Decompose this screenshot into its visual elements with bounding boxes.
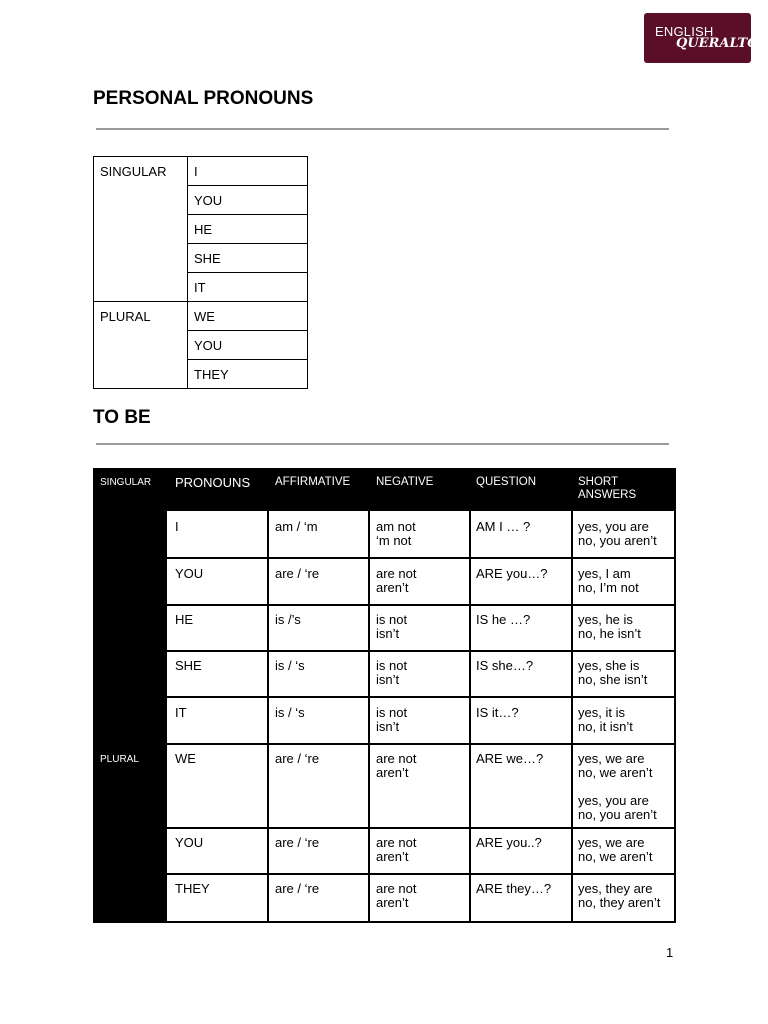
side-label-plural: PLURAL bbox=[100, 754, 139, 765]
pronoun-cell: YOU bbox=[188, 331, 308, 360]
grid-line bbox=[167, 827, 676, 829]
question-cell: ARE we…? bbox=[476, 751, 544, 766]
logo-line-2: QUERALTÓ bbox=[676, 36, 759, 51]
short-answer-cell bbox=[578, 613, 641, 641]
grid-line bbox=[571, 511, 573, 923]
table-row bbox=[94, 157, 308, 186]
short-answer-cell bbox=[578, 752, 657, 822]
header-negative: NEGATIVE bbox=[376, 476, 434, 488]
pronoun-cell: IT bbox=[175, 705, 187, 720]
negative-full: are not bbox=[376, 751, 417, 766]
grid-line bbox=[167, 873, 676, 875]
header-short-answers-line-1: SHORT bbox=[578, 476, 619, 488]
pronoun-cell: HE bbox=[188, 215, 308, 244]
pronoun-cell: THEY bbox=[188, 360, 308, 389]
short-answer-no: no, you aren’t bbox=[578, 533, 657, 548]
grid-line bbox=[368, 511, 370, 923]
header-affirmative: AFFIRMATIVE bbox=[275, 476, 351, 488]
negative-cell bbox=[376, 752, 416, 780]
affirmative-cell: am / ‘m bbox=[275, 519, 318, 534]
short-answer-no: no, we aren’t bbox=[578, 849, 653, 864]
pronoun-cell: SHE bbox=[175, 658, 202, 673]
question-cell: IS she…? bbox=[476, 658, 534, 673]
grid-line bbox=[469, 511, 471, 923]
negative-full: are not bbox=[376, 881, 417, 896]
logo-line-1: ENGLISH bbox=[655, 24, 714, 39]
short-answer-yes: yes, I am bbox=[578, 566, 631, 581]
pronoun-cell: THEY bbox=[175, 881, 210, 896]
negative-short: aren’t bbox=[376, 580, 409, 595]
short-answer-cell bbox=[578, 520, 657, 548]
question-cell: IS it…? bbox=[476, 705, 519, 720]
short-answer-yes-alt: yes, you are bbox=[578, 793, 649, 808]
short-answer-yes: yes, they are bbox=[578, 881, 653, 896]
negative-cell bbox=[376, 659, 407, 687]
group-label-plural: PLURAL bbox=[94, 302, 188, 389]
short-answer-no-alt: no, you aren’t bbox=[578, 807, 657, 822]
negative-short: isn’t bbox=[376, 719, 400, 734]
affirmative-cell: is /’s bbox=[275, 612, 301, 627]
short-answer-cell bbox=[578, 706, 633, 734]
grid-line bbox=[167, 921, 676, 923]
affirmative-cell: is / ‘s bbox=[275, 705, 305, 720]
negative-short: isn’t bbox=[376, 672, 400, 687]
header-question: QUESTION bbox=[476, 476, 537, 488]
grid-line bbox=[167, 557, 676, 559]
short-answer-yes: yes, it is bbox=[578, 705, 625, 720]
short-answer-cell bbox=[578, 836, 652, 864]
brand-logo bbox=[644, 13, 759, 63]
header-short-answers-line-2: ANSWERS bbox=[578, 489, 637, 501]
affirmative-cell: is / ‘s bbox=[275, 658, 305, 673]
short-answer-yes: yes, we are bbox=[578, 835, 645, 850]
pronoun-cell: YOU bbox=[188, 186, 308, 215]
affirmative-cell: are / ‘re bbox=[275, 881, 320, 896]
spacer bbox=[578, 780, 657, 794]
group-label-singular: SINGULAR bbox=[94, 157, 188, 302]
pronoun-cell: I bbox=[188, 157, 308, 186]
negative-cell bbox=[376, 613, 407, 641]
page-number: 1 bbox=[666, 945, 674, 960]
section-title-personal-pronouns: PERSONAL PRONOUNS bbox=[93, 88, 314, 109]
short-answer-cell bbox=[578, 567, 639, 595]
short-answer-cell bbox=[578, 882, 660, 910]
short-answer-no: no, he isn’t bbox=[578, 626, 641, 641]
negative-short: aren’t bbox=[376, 765, 409, 780]
side-label-singular: SINGULAR bbox=[100, 477, 152, 488]
question-cell: ARE they…? bbox=[476, 881, 552, 896]
pronoun-cell: HE bbox=[175, 612, 194, 627]
grid-line bbox=[167, 696, 676, 698]
grid-line bbox=[167, 743, 676, 745]
short-answer-no: no, we aren’t bbox=[578, 765, 653, 780]
header-short-answers bbox=[578, 476, 636, 502]
negative-full: is not bbox=[376, 612, 408, 627]
negative-cell bbox=[376, 882, 416, 910]
short-answer-no: no, she isn’t bbox=[578, 672, 648, 687]
table-row bbox=[94, 302, 308, 331]
negative-full: is not bbox=[376, 705, 408, 720]
short-answer-yes: yes, she is bbox=[578, 658, 640, 673]
negative-short: ‘m not bbox=[376, 533, 412, 548]
short-answer-yes: yes, he is bbox=[578, 612, 633, 627]
negative-cell bbox=[376, 706, 407, 734]
short-answer-yes: yes, we are bbox=[578, 751, 645, 766]
short-answer-yes: yes, you are bbox=[578, 519, 649, 534]
negative-full: are not bbox=[376, 835, 417, 850]
pronoun-cell: WE bbox=[175, 751, 196, 766]
affirmative-cell: are / ‘re bbox=[275, 835, 320, 850]
section-title-to-be: TO BE bbox=[93, 407, 151, 428]
short-answer-no: no, I’m not bbox=[578, 580, 639, 595]
short-answer-cell bbox=[578, 659, 647, 687]
divider-1 bbox=[96, 128, 669, 130]
pronoun-cell: SHE bbox=[188, 244, 308, 273]
affirmative-cell: are / ‘re bbox=[275, 751, 320, 766]
question-cell: IS he …? bbox=[476, 612, 531, 627]
grid-line bbox=[267, 511, 269, 923]
pronoun-cell: I bbox=[175, 519, 179, 534]
pronoun-cell: IT bbox=[188, 273, 308, 302]
question-cell: ARE you…? bbox=[476, 566, 548, 581]
grid-line bbox=[167, 604, 676, 606]
pronoun-cell: YOU bbox=[175, 566, 204, 581]
side-column bbox=[93, 468, 167, 923]
affirmative-cell: are / ‘re bbox=[275, 566, 320, 581]
negative-full: am not bbox=[376, 519, 416, 534]
short-answer-no: no, it isn’t bbox=[578, 719, 633, 734]
negative-cell bbox=[376, 520, 416, 548]
grid-line bbox=[674, 511, 676, 923]
negative-full: are not bbox=[376, 566, 417, 581]
personal-pronouns-table bbox=[93, 156, 308, 389]
header-pronouns: PRONOUNS bbox=[175, 475, 251, 490]
pronoun-cell: YOU bbox=[175, 835, 204, 850]
negative-short: aren’t bbox=[376, 849, 409, 864]
negative-cell bbox=[376, 836, 416, 864]
to-be-table bbox=[93, 468, 676, 923]
negative-short: aren’t bbox=[376, 895, 409, 910]
negative-cell bbox=[376, 567, 416, 595]
negative-full: is not bbox=[376, 658, 408, 673]
question-cell: ARE you..? bbox=[476, 835, 542, 850]
negative-short: isn’t bbox=[376, 626, 400, 641]
divider-2 bbox=[96, 443, 669, 445]
grid-line bbox=[167, 650, 676, 652]
short-answer-no: no, they aren’t bbox=[578, 895, 661, 910]
question-cell: AM I … ? bbox=[476, 519, 531, 534]
pronoun-cell: WE bbox=[188, 302, 308, 331]
